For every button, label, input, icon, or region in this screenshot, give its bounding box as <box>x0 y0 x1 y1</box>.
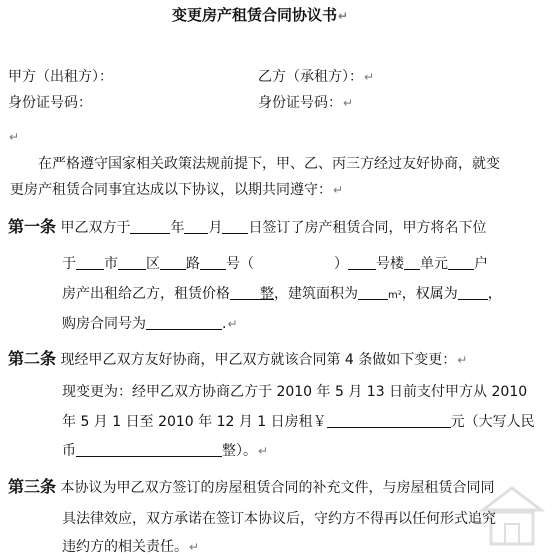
paragraph-mark-icon: ↵ <box>364 70 375 84</box>
article-1-text: 号（ <box>226 256 254 272</box>
article-1-line-4 <box>62 315 238 333</box>
article-1-line-3 <box>62 285 502 305</box>
document-title <box>172 6 348 25</box>
intro-text-2: 更房产租赁合同事宜达成以下协议，以期共同遵守： <box>10 182 332 198</box>
article-1-text: . <box>222 316 227 332</box>
paragraph-mark-icon: ↵ <box>457 353 468 367</box>
article-1-text: 月 <box>208 220 223 236</box>
blank-contract-number <box>146 315 222 330</box>
article-2-text: 现经甲乙双方友好协商，甲乙双方就该合同第 4 条做如下变更： <box>60 352 457 368</box>
article-1-text: 于 <box>62 256 76 272</box>
article-1-text: 单元 <box>420 256 448 272</box>
article-1-text: ） <box>334 256 348 272</box>
article-3-line-1 <box>8 478 494 497</box>
blank-number <box>200 255 226 270</box>
blank-price <box>230 285 260 300</box>
article-1-text: 日签订了房产租赁合同，甲方将名下位 <box>248 220 487 236</box>
party-b-text: 乙方（承租方）： <box>258 69 363 85</box>
blank-district <box>118 255 146 270</box>
id-b-text: 身份证号码： <box>258 95 342 111</box>
intro-line-1 <box>38 155 500 173</box>
party-b-label <box>258 68 374 86</box>
party-a-text: 甲方（出租方）： <box>8 69 113 85</box>
article-1-text: 区 <box>146 256 160 272</box>
article-1-text: 户 <box>474 256 488 272</box>
article-2-line-4 <box>62 442 268 460</box>
id-label-b <box>258 94 353 112</box>
article-3-text: 具法律效应，双方承诺在签订本协议后，守约方不得再以任何形式追究 <box>62 511 496 527</box>
paragraph-mark-icon: ↵ <box>9 130 20 144</box>
blank-area <box>358 285 388 300</box>
article-1-text: 甲乙双方于 <box>60 220 131 236</box>
blank-building <box>348 255 376 270</box>
article-2-text: 现变更为：经甲乙双方协商乙方于 2010 年 5 月 13 日前支付甲方从 2010 <box>62 384 528 400</box>
watermark-logo-icon <box>477 482 547 552</box>
id-label-a <box>8 94 92 112</box>
article-3-text: 违约方的相关责任。 <box>62 539 188 555</box>
paragraph-mark-icon: ↵ <box>189 540 200 554</box>
article-1-text: ，权属为 <box>401 286 458 302</box>
blank-rent-uppercase <box>76 442 222 457</box>
article-2-heading: 第二条 <box>8 349 57 368</box>
article-1-text: ，建筑面积为 <box>274 286 358 302</box>
article-1-heading: 第一条 <box>8 217 57 236</box>
article-1-text: 整 <box>260 286 274 302</box>
blank-road <box>160 255 186 270</box>
article-1-text: ， <box>487 286 502 302</box>
id-a-text: 身份证号码： <box>8 95 92 111</box>
paragraph-mark-icon: ↵ <box>338 9 349 23</box>
article-1-text: 路 <box>186 256 200 272</box>
intro-text-1: 在严格遵守国家相关政策法规前提下，甲、乙、丙三方经过友好协商，就变 <box>38 156 500 172</box>
blank-month <box>184 219 208 234</box>
article-2-line-1 <box>8 350 467 369</box>
intro-line-2 <box>10 181 343 199</box>
article-3-heading: 第三条 <box>8 477 57 496</box>
article-3-line-3 <box>62 538 199 556</box>
article-1-text: 购房合同号为 <box>62 316 146 332</box>
article-1-line-1 <box>8 218 486 237</box>
blank-day <box>222 219 248 234</box>
article-1-text: 年 <box>170 220 185 236</box>
article-2-line-3 <box>62 413 535 431</box>
article-1-text: m² <box>388 290 402 301</box>
title-text: 变更房产租赁合同协议书 <box>172 6 338 24</box>
empty-paragraph <box>8 128 19 146</box>
article-2-line-2 <box>62 383 527 401</box>
blank-unit <box>404 255 420 270</box>
article-3-text: 本协议为甲乙双方签订的房屋租赁合同的补充文件，与房屋租赁合同同 <box>60 480 495 496</box>
article-1-text: 房产出租给乙方，租赁价格 <box>62 286 230 302</box>
article-1-line-2 <box>62 255 488 273</box>
article-2-text: 元（大写人民 <box>450 414 535 430</box>
blank-room <box>448 255 474 270</box>
blank-rent-amount <box>327 413 451 428</box>
article-2-text: 年 5 月 1 日至 2010 年 12 月 1 日房租￥ <box>62 414 327 430</box>
paragraph-mark-icon: ↵ <box>333 183 344 197</box>
blank-year <box>130 219 170 234</box>
article-2-text: 整）。 <box>222 443 257 459</box>
paragraph-mark-icon: ↵ <box>258 444 269 458</box>
blank-ownership <box>458 285 488 300</box>
paragraph-mark-icon: ↵ <box>343 96 354 110</box>
party-a-label <box>8 68 113 86</box>
blank-city <box>76 255 104 270</box>
article-3-line-2 <box>62 510 496 528</box>
article-2-text: 币 <box>62 443 76 459</box>
article-1-text: 号楼 <box>376 256 404 272</box>
paragraph-mark-icon: ↵ <box>227 317 238 331</box>
article-1-text: 市 <box>104 256 118 272</box>
